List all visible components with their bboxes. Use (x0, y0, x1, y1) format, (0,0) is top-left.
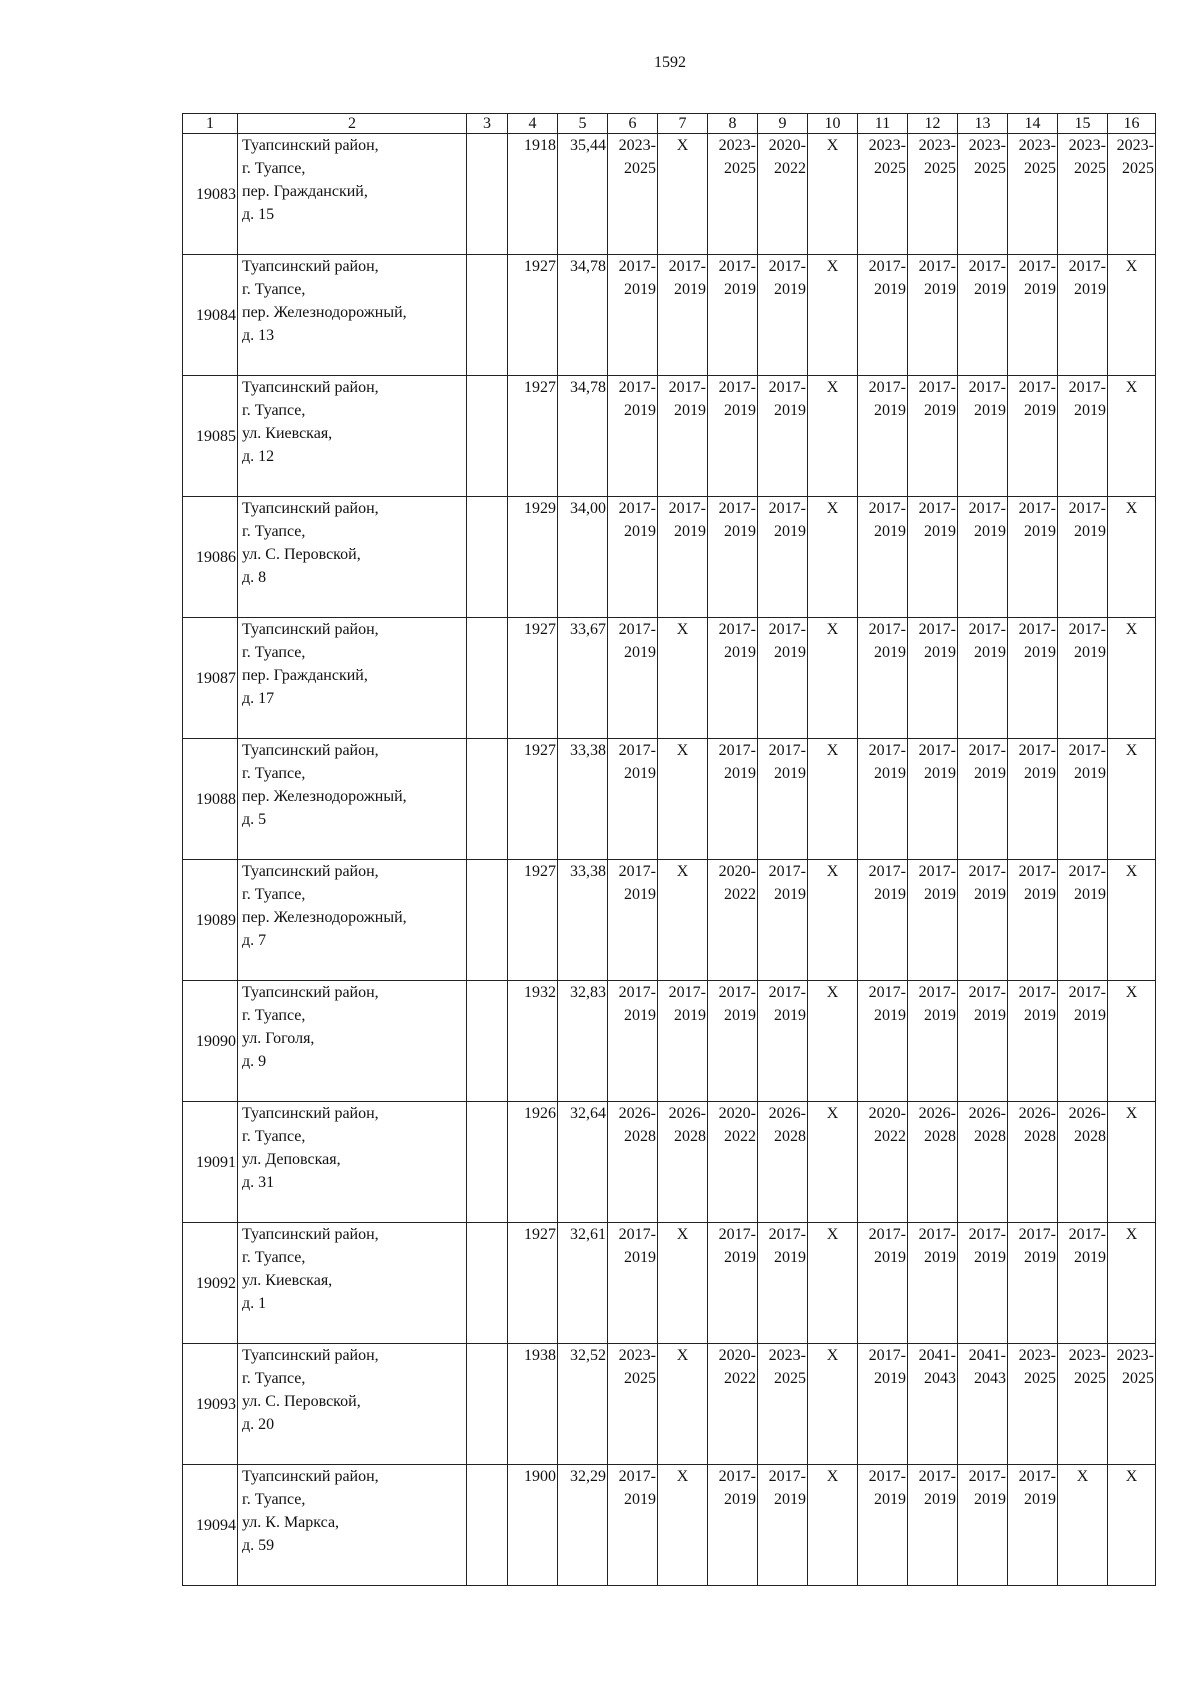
period-cell: 2017- 2019 (608, 1223, 658, 1344)
table-row (183, 376, 1156, 497)
period-cell: 2017- 2019 (1008, 376, 1058, 497)
period-cell: 2017- 2019 (608, 376, 658, 497)
period-cell: X (658, 860, 708, 981)
address-line: д. 5 (242, 811, 267, 828)
address-line: ул. Киевская, (242, 425, 333, 442)
year-cell: 1927 (508, 739, 558, 860)
period-cell: 2017- 2019 (958, 981, 1008, 1102)
address-line: Туапсинский район, (242, 137, 379, 154)
period-cell: 2017- 2019 (758, 376, 808, 497)
period-cell: 2017- 2019 (758, 255, 808, 376)
period-cell: 2017- 2019 (758, 618, 808, 739)
address-line: г. Туапсе, (242, 160, 306, 177)
period-cell: 2026- 2028 (1058, 1102, 1108, 1223)
area-cell: 33,38 (558, 860, 608, 981)
address-line: Туапсинский район, (242, 1468, 379, 1485)
table-row (183, 860, 1156, 981)
empty-cell (467, 1465, 508, 1586)
period-cell: 2023- 2025 (958, 134, 1008, 255)
period-cell: 2017- 2019 (858, 1465, 908, 1586)
column-number-header: 7 (658, 114, 708, 134)
period-cell: 2017- 2019 (708, 497, 758, 618)
period-cell: X (1108, 376, 1156, 497)
empty-cell (467, 376, 508, 497)
period-cell: 2020- 2022 (708, 1344, 758, 1465)
period-cell: 2017- 2019 (758, 739, 808, 860)
period-cell: X (1108, 860, 1156, 981)
table-body (183, 114, 1156, 1586)
period-cell: X (808, 376, 858, 497)
table-row (183, 497, 1156, 618)
empty-cell (467, 255, 508, 376)
period-cell: 2017- 2019 (758, 860, 808, 981)
row-number: 19085 (183, 376, 238, 497)
period-cell: 2017- 2019 (1008, 497, 1058, 618)
period-cell: 2017- 2019 (958, 1223, 1008, 1344)
period-cell: X (658, 1223, 708, 1344)
empty-cell (467, 981, 508, 1102)
year-cell: 1927 (508, 618, 558, 739)
area-cell: 33,67 (558, 618, 608, 739)
empty-cell (467, 739, 508, 860)
year-cell: 1926 (508, 1102, 558, 1223)
column-number-header: 4 (508, 114, 558, 134)
column-number-header: 3 (467, 114, 508, 134)
period-cell: 2020- 2022 (708, 860, 758, 981)
area-cell: 32,29 (558, 1465, 608, 1586)
period-cell: 2017- 2019 (1008, 255, 1058, 376)
table-row (183, 134, 1156, 255)
period-cell: 2017- 2019 (858, 739, 908, 860)
table-row (183, 1344, 1156, 1465)
row-number: 19083 (183, 134, 238, 255)
period-cell: 2017- 2019 (908, 376, 958, 497)
period-cell: X (808, 1344, 858, 1465)
period-cell: X (808, 618, 858, 739)
table-row (183, 618, 1156, 739)
column-number-header: 16 (1108, 114, 1156, 134)
column-number-header: 11 (858, 114, 908, 134)
period-cell: 2017- 2019 (1058, 1223, 1108, 1344)
table-row (183, 1102, 1156, 1223)
row-number: 19086 (183, 497, 238, 618)
period-cell: 2017- 2019 (858, 1223, 908, 1344)
address-line: Туапсинский район, (242, 500, 379, 517)
period-cell: 2017- 2019 (908, 618, 958, 739)
address-line: ул. Деповская, (242, 1151, 341, 1168)
period-cell: 2017- 2019 (608, 981, 658, 1102)
page-number: 1592 (654, 54, 686, 71)
period-cell: 2023- 2025 (708, 134, 758, 255)
address-line: д. 1 (242, 1295, 267, 1312)
row-number: 19089 (183, 860, 238, 981)
address-line: пер. Гражданский, (242, 183, 368, 200)
empty-cell (467, 618, 508, 739)
row-number: 19091 (183, 1102, 238, 1223)
empty-cell (467, 1344, 508, 1465)
table-row (183, 981, 1156, 1102)
address-line: д. 59 (242, 1537, 275, 1554)
period-cell: X (1058, 1465, 1108, 1586)
period-cell: 2017- 2019 (758, 981, 808, 1102)
period-cell: 2017- 2019 (708, 255, 758, 376)
period-cell: 2023- 2025 (758, 1344, 808, 1465)
empty-cell (467, 1223, 508, 1344)
address-line: Туапсинский район, (242, 863, 379, 880)
period-cell: X (1108, 497, 1156, 618)
column-number-header: 8 (708, 114, 758, 134)
address-line: г. Туапсе, (242, 1007, 306, 1024)
period-cell: X (808, 981, 858, 1102)
period-cell: 2017- 2019 (608, 618, 658, 739)
period-cell: 2041- 2043 (958, 1344, 1008, 1465)
address-cell (238, 255, 467, 376)
registry-table (182, 113, 1156, 1586)
period-cell: 2017- 2019 (958, 497, 1008, 618)
period-cell: 2017- 2019 (858, 860, 908, 981)
row-number: 19084 (183, 255, 238, 376)
period-cell: 2017- 2019 (758, 497, 808, 618)
row-number: 19088 (183, 739, 238, 860)
column-number-header: 10 (808, 114, 858, 134)
row-number: 19092 (183, 1223, 238, 1344)
period-cell: 2020- 2022 (758, 134, 808, 255)
year-cell: 1927 (508, 860, 558, 981)
table-row (183, 739, 1156, 860)
address-cell (238, 1344, 467, 1465)
period-cell: X (1108, 255, 1156, 376)
address-line: ул. Киевская, (242, 1272, 333, 1289)
address-line: пер. Железнодорожный, (242, 304, 407, 321)
row-number: 19090 (183, 981, 238, 1102)
period-cell: 2026- 2028 (958, 1102, 1008, 1223)
period-cell: X (658, 1344, 708, 1465)
area-cell: 34,00 (558, 497, 608, 618)
period-cell: 2017- 2019 (608, 497, 658, 618)
period-cell: 2017- 2019 (908, 1465, 958, 1586)
period-cell: X (808, 497, 858, 618)
period-cell: X (1108, 1465, 1156, 1586)
year-cell: 1927 (508, 1223, 558, 1344)
address-line: д. 7 (242, 932, 267, 949)
empty-cell (467, 134, 508, 255)
address-line: ул. С. Перовской, (242, 546, 361, 563)
period-cell: 2017- 2019 (958, 1465, 1008, 1586)
period-cell: 2023- 2025 (1108, 1344, 1156, 1465)
address-line: д. 15 (242, 206, 275, 223)
address-cell (238, 134, 467, 255)
column-number-header: 12 (908, 114, 958, 134)
address-line: ул. Гоголя, (242, 1030, 315, 1047)
table-row (183, 255, 1156, 376)
period-cell: 2017- 2019 (608, 739, 658, 860)
address-line: ул. К. Маркса, (242, 1514, 340, 1531)
address-line: Туапсинский район, (242, 258, 379, 275)
address-line: Туапсинский район, (242, 742, 379, 759)
area-cell: 34,78 (558, 255, 608, 376)
period-cell: X (1108, 1223, 1156, 1344)
period-cell: 2017- 2019 (708, 981, 758, 1102)
period-cell: 2023- 2025 (608, 1344, 658, 1465)
period-cell: X (808, 739, 858, 860)
address-cell (238, 1102, 467, 1223)
period-cell: 2023- 2025 (908, 134, 958, 255)
period-cell: 2017- 2019 (908, 860, 958, 981)
area-cell: 32,83 (558, 981, 608, 1102)
period-cell: 2017- 2019 (658, 376, 708, 497)
row-number: 19087 (183, 618, 238, 739)
address-line: г. Туапсе, (242, 1249, 306, 1266)
period-cell: 2017- 2019 (658, 981, 708, 1102)
address-line: д. 20 (242, 1416, 275, 1433)
column-number-header: 6 (608, 114, 658, 134)
period-cell: 2017- 2019 (908, 1223, 958, 1344)
period-cell: 2023- 2025 (608, 134, 658, 255)
empty-cell (467, 497, 508, 618)
period-cell: 2017- 2019 (858, 497, 908, 618)
address-cell (238, 497, 467, 618)
area-cell: 32,52 (558, 1344, 608, 1465)
table-row (183, 1465, 1156, 1586)
period-cell: 2017- 2019 (1008, 739, 1058, 860)
address-line: ул. С. Перовской, (242, 1393, 361, 1410)
period-cell: 2017- 2019 (708, 1223, 758, 1344)
period-cell: 2017- 2019 (958, 618, 1008, 739)
column-number-header: 15 (1058, 114, 1108, 134)
period-cell: X (658, 739, 708, 860)
address-cell (238, 739, 467, 860)
column-number-header: 14 (1008, 114, 1058, 134)
period-cell: X (808, 1465, 858, 1586)
address-line: пер. Железнодорожный, (242, 788, 407, 805)
period-cell: 2017- 2019 (958, 255, 1008, 376)
period-cell: 2017- 2019 (1058, 739, 1108, 860)
address-line: г. Туапсе, (242, 1370, 306, 1387)
period-cell: X (808, 860, 858, 981)
period-cell: X (1108, 618, 1156, 739)
address-cell (238, 1465, 467, 1586)
period-cell: 2023- 2025 (858, 134, 908, 255)
year-cell: 1932 (508, 981, 558, 1102)
area-cell: 32,64 (558, 1102, 608, 1223)
area-cell: 32,61 (558, 1223, 608, 1344)
period-cell: 2026- 2028 (608, 1102, 658, 1223)
period-cell: X (808, 134, 858, 255)
period-cell: 2017- 2019 (658, 255, 708, 376)
year-cell: 1938 (508, 1344, 558, 1465)
period-cell: 2017- 2019 (1008, 1465, 1058, 1586)
address-cell (238, 618, 467, 739)
period-cell: 2017- 2019 (1008, 618, 1058, 739)
address-line: Туапсинский район, (242, 621, 379, 638)
column-number-header: 1 (183, 114, 238, 134)
address-cell (238, 1223, 467, 1344)
period-cell: 2023- 2025 (1008, 1344, 1058, 1465)
period-cell: 2017- 2019 (908, 497, 958, 618)
address-line: д. 13 (242, 327, 275, 344)
area-cell: 34,78 (558, 376, 608, 497)
empty-cell (467, 860, 508, 981)
period-cell: 2017- 2019 (1008, 860, 1058, 981)
period-cell: 2017- 2019 (708, 1465, 758, 1586)
period-cell: 2017- 2019 (1058, 376, 1108, 497)
address-line: д. 17 (242, 690, 275, 707)
address-line: г. Туапсе, (242, 1128, 306, 1145)
table-row (183, 1223, 1156, 1344)
period-cell: 2026- 2028 (908, 1102, 958, 1223)
period-cell: 2017- 2019 (958, 739, 1008, 860)
period-cell: 2023- 2025 (1058, 134, 1108, 255)
column-number-header: 2 (238, 114, 467, 134)
period-cell: 2041- 2043 (908, 1344, 958, 1465)
period-cell: 2017- 2019 (608, 1465, 658, 1586)
year-cell: 1927 (508, 255, 558, 376)
address-cell (238, 376, 467, 497)
period-cell: 2017- 2019 (1058, 860, 1108, 981)
column-number-header: 5 (558, 114, 608, 134)
period-cell: 2017- 2019 (608, 255, 658, 376)
period-cell: X (658, 134, 708, 255)
period-cell: 2017- 2019 (908, 981, 958, 1102)
period-cell: 2017- 2019 (908, 255, 958, 376)
address-line: г. Туапсе, (242, 765, 306, 782)
address-line: г. Туапсе, (242, 281, 306, 298)
period-cell: X (658, 618, 708, 739)
period-cell: 2017- 2019 (708, 618, 758, 739)
year-cell: 1900 (508, 1465, 558, 1586)
period-cell: X (1108, 739, 1156, 860)
address-line: Туапсинский район, (242, 1105, 379, 1122)
period-cell: 2017- 2019 (858, 981, 908, 1102)
column-number-row (183, 114, 1156, 134)
period-cell: 2017- 2019 (858, 618, 908, 739)
address-line: Туапсинский район, (242, 1226, 379, 1243)
period-cell: X (808, 1102, 858, 1223)
empty-cell (467, 1102, 508, 1223)
column-number-header: 13 (958, 114, 1008, 134)
address-line: Туапсинский район, (242, 984, 379, 1001)
row-number: 19094 (183, 1465, 238, 1586)
period-cell: 2017- 2019 (1008, 1223, 1058, 1344)
period-cell: 2017- 2019 (858, 376, 908, 497)
period-cell: 2017- 2019 (908, 739, 958, 860)
period-cell: 2026- 2028 (1008, 1102, 1058, 1223)
period-cell: 2023- 2025 (1008, 134, 1058, 255)
address-line: д. 8 (242, 569, 267, 586)
period-cell: 2026- 2028 (758, 1102, 808, 1223)
period-cell: 2026- 2028 (658, 1102, 708, 1223)
address-line: д. 31 (242, 1174, 275, 1191)
period-cell: 2017- 2019 (758, 1223, 808, 1344)
area-cell: 35,44 (558, 134, 608, 255)
period-cell: X (808, 1223, 858, 1344)
period-cell: 2020- 2022 (858, 1102, 908, 1223)
address-line: г. Туапсе, (242, 523, 306, 540)
period-cell: 2017- 2019 (958, 860, 1008, 981)
row-number: 19093 (183, 1344, 238, 1465)
address-line: д. 9 (242, 1053, 267, 1070)
period-cell: 2017- 2019 (758, 1465, 808, 1586)
period-cell: 2023- 2025 (1108, 134, 1156, 255)
address-line: г. Туапсе, (242, 402, 306, 419)
period-cell: 2017- 2019 (1008, 981, 1058, 1102)
period-cell: 2017- 2019 (1058, 981, 1108, 1102)
period-cell: 2017- 2019 (608, 860, 658, 981)
year-cell: 1918 (508, 134, 558, 255)
period-cell: 2023- 2025 (1058, 1344, 1108, 1465)
period-cell: 2017- 2019 (708, 739, 758, 860)
area-cell: 33,38 (558, 739, 608, 860)
period-cell: 2017- 2019 (1058, 255, 1108, 376)
address-line: г. Туапсе, (242, 644, 306, 661)
period-cell: 2017- 2019 (958, 376, 1008, 497)
period-cell: 2020- 2022 (708, 1102, 758, 1223)
address-line: Туапсинский район, (242, 1347, 379, 1364)
period-cell: 2017- 2019 (658, 497, 708, 618)
address-line: г. Туапсе, (242, 886, 306, 903)
address-line: пер. Железнодорожный, (242, 909, 407, 926)
address-cell (238, 860, 467, 981)
period-cell: X (1108, 1102, 1156, 1223)
period-cell: 2017- 2019 (858, 255, 908, 376)
column-number-header: 9 (758, 114, 808, 134)
period-cell: 2017- 2019 (708, 376, 758, 497)
period-cell: 2017- 2019 (858, 1344, 908, 1465)
period-cell: X (808, 255, 858, 376)
period-cell: 2017- 2019 (1058, 618, 1108, 739)
period-cell: X (1108, 981, 1156, 1102)
address-line: пер. Гражданский, (242, 667, 368, 684)
address-line: г. Туапсе, (242, 1491, 306, 1508)
year-cell: 1929 (508, 497, 558, 618)
period-cell: 2017- 2019 (1058, 497, 1108, 618)
period-cell: X (658, 1465, 708, 1586)
year-cell: 1927 (508, 376, 558, 497)
address-cell (238, 981, 467, 1102)
address-line: Туапсинский район, (242, 379, 379, 396)
address-line: д. 12 (242, 448, 275, 465)
